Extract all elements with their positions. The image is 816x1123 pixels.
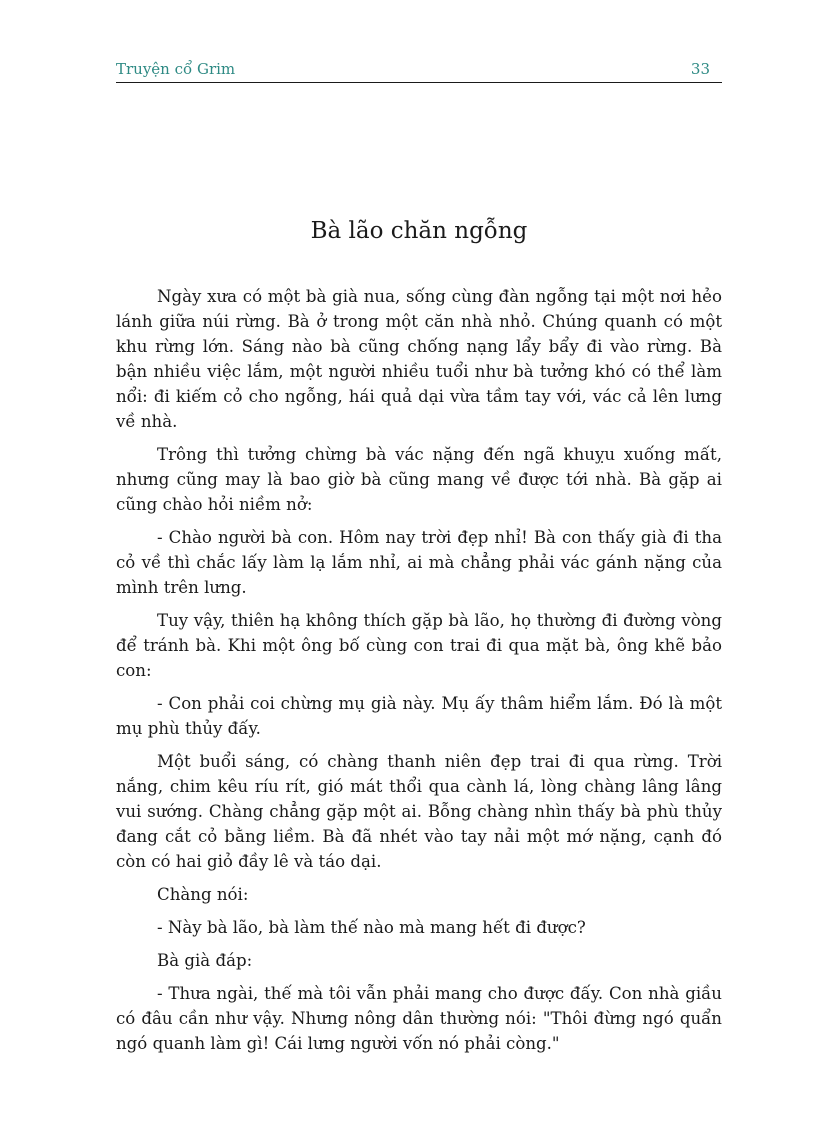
- story-title: Bà lão chăn ngỗng: [310, 218, 528, 244]
- paragraph: Bà già đáp:: [157, 951, 253, 970]
- paragraph: Chàng nói:: [157, 885, 249, 904]
- paragraph: Ngày xưa có một bà già nua, sống cùng đàn ngỗng tại một nơi hẻo lánh giữa núi rừng. Bà ở trong một căn nhà nhỏ. Chúng quanh có một khu rừng lớn. Sáng nào bà cũng chống nạng lẩy bẩy đi vào rừng. Bà bận nhiều việc lắm, một người nhiều tuổi như bà tưởng khó có thể làm nổi: đi kiếm cỏ cho ngỗng, hái quả dại vừa tầm tay với, vác cả lên lưng về nhà.: [116, 287, 722, 431]
- story-body: [116, 284, 722, 1064]
- dialogue-paragraph: - Con phải coi chừng mụ già này. Mụ ấy thâm hiểm lắm. Đó là một mụ phù thủy đấy.: [116, 694, 722, 738]
- running-header: [116, 58, 722, 83]
- book-title: Truyện cổ Grim: [116, 60, 236, 78]
- dialogue-paragraph: - Chào người bà con. Hôm nay trời đẹp nhỉ! Bà con thấy già đi tha cỏ về thì chắc lấy làm lạ lắm nhỉ, ai mà chẳng phải vác gánh nặng của mình trên lưng.: [116, 528, 722, 597]
- dialogue-paragraph: - Này bà lão, bà làm thế nào mà mang hết đi được?: [157, 918, 586, 937]
- dialogue-paragraph: - Thưa ngài, thế mà tôi vẫn phải mang cho được đấy. Con nhà giầu có đâu cần như vậy. Nhưng nông dân thường nói: "Thôi đừng ngó quẩn ngó quanh làm gì! Cái lưng người vốn nó phải còng.": [116, 984, 722, 1053]
- page-number: 33: [690, 60, 710, 78]
- paragraph: Trông thì tưởng chừng bà vác nặng đến ngã khuỵu xuống mất, nhưng cũng may là bao giờ bà cũng mang về được tới nhà. Bà gặp ai cũng chào hỏi niềm nở:: [116, 445, 722, 514]
- paragraph: Một buổi sáng, có chàng thanh niên đẹp trai đi qua rừng. Trời nắng, chim kêu ríu rít, gió mát thổi qua cành lá, lòng chàng lâng lâng vui sướng. Chàng chẳng gặp một ai. Bỗng chàng nhìn thấy bà phù thủy đang cắt cỏ bằng liềm. Bà đã nhét vào tay nải một mớ nặng, cạnh đó còn có hai giỏ đầy lê và táo dại.: [116, 752, 722, 871]
- paragraph: Tuy vậy, thiên hạ không thích gặp bà lão, họ thường đi đường vòng để tránh bà. Khi một ông bố cùng con trai đi qua mặt bà, ông khẽ bảo con:: [116, 611, 722, 680]
